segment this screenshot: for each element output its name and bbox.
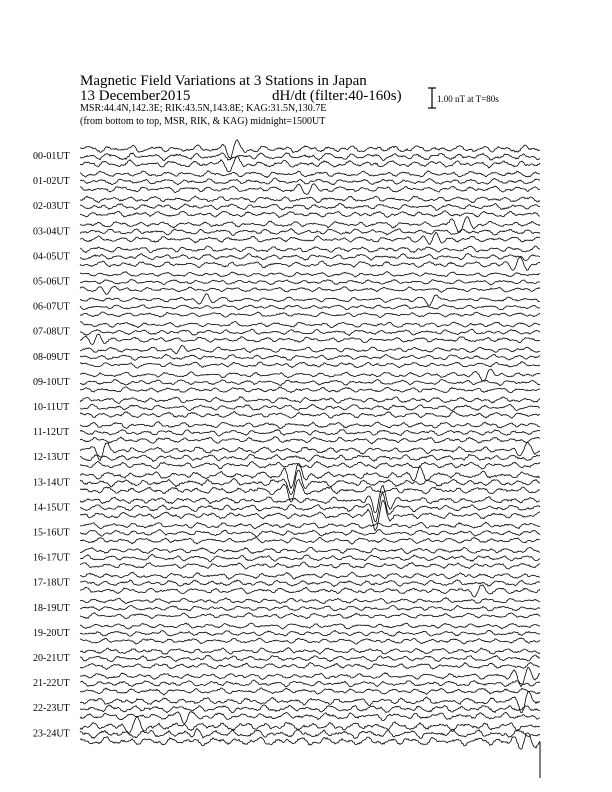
hour-label-21-22UT: 21-22UT xyxy=(33,678,70,690)
trace-18-19UT-KAG xyxy=(80,598,540,604)
chart-date: 13 December2015 xyxy=(80,88,191,104)
trace-23-24UT-KAG xyxy=(80,717,540,734)
trace-15-16UT-MSR xyxy=(80,537,540,544)
hour-label-16-17UT: 16-17UT xyxy=(33,552,70,564)
scale-label: 1.00 nT at T=80s xyxy=(437,94,499,104)
hour-label-12-13UT: 12-13UT xyxy=(33,452,70,464)
trace-18-19UT-MSR xyxy=(80,613,540,619)
trace-05-06UT-MSR xyxy=(80,286,540,294)
hour-label-10-11UT: 10-11UT xyxy=(33,402,70,413)
trace-09-10UT-RIK xyxy=(80,380,540,386)
trace-04-05UT-KAG xyxy=(80,246,540,253)
hour-label-22-23UT: 22-23UT xyxy=(33,703,70,715)
trace-10-11UT-KAG xyxy=(80,397,540,404)
trace-08-09UT-MSR xyxy=(80,362,540,369)
trace-05-06UT-RIK xyxy=(80,280,540,285)
trace-05-06UT-KAG xyxy=(80,272,540,277)
trace-02-03UT-RIK xyxy=(80,203,540,210)
trace-01-02UT-RIK xyxy=(80,178,540,185)
trace-10-11UT-MSR xyxy=(80,411,540,418)
hour-label-03-04UT: 03-04UT xyxy=(33,226,70,238)
trace-15-16UT-KAG xyxy=(80,522,540,529)
chart-title: Magnetic Field Variations at 3 Stations in Japan xyxy=(80,73,367,89)
trace-06-07UT-RIK xyxy=(80,305,540,310)
trace-21-22UT-RIK xyxy=(80,680,540,687)
trace-09-10UT-KAG xyxy=(80,369,540,381)
trace-06-07UT-MSR xyxy=(80,312,540,317)
trace-20-21UT-MSR xyxy=(80,663,540,670)
hour-label-09-10UT: 09-10UT xyxy=(33,376,70,388)
trace-16-17UT-RIK xyxy=(80,554,540,561)
trace-21-22UT-KAG xyxy=(80,667,540,686)
trace-11-12UT-KAG xyxy=(80,422,540,429)
hour-label-08-09UT: 08-09UT xyxy=(33,351,70,363)
trace-09-10UT-MSR xyxy=(80,387,540,393)
trace-16-17UT-KAG xyxy=(80,547,540,554)
trace-17-18UT-KAG xyxy=(80,572,540,579)
hour-label-07-08UT: 07-08UT xyxy=(33,326,70,338)
hour-label-00-01UT: 00-01UT xyxy=(33,151,70,162)
trace-22-23UT-RIK xyxy=(80,705,540,713)
trace-11-12UT-RIK xyxy=(80,429,540,436)
trace-03-04UT-RIK xyxy=(80,229,540,236)
station-coordinates: MSR:44.4N,142.3E; RIK:43.5N,143.8E; KAG:31.5N,130.7E xyxy=(80,103,327,114)
hour-label-02-03UT: 02-03UT xyxy=(33,201,70,213)
trace-19-20UT-RIK xyxy=(80,630,540,636)
trace-12-13UT-MSR xyxy=(80,461,540,469)
trace-order-note: (from bottom to top, MSR, RIK, & KAG) midnight=1500UT xyxy=(80,116,326,127)
hour-label-17-18UT: 17-18UT xyxy=(33,577,70,589)
trace-21-22UT-MSR xyxy=(80,688,540,695)
trace-18-19UT-RIK xyxy=(80,606,540,611)
trace-04-05UT-RIK xyxy=(80,253,540,260)
trace-02-03UT-KAG xyxy=(80,196,540,203)
trace-06-07UT-KAG xyxy=(80,294,540,306)
trace-08-09UT-KAG xyxy=(80,345,540,354)
trace-13-14UT-MSR xyxy=(80,479,540,502)
trace-17-18UT-RIK xyxy=(80,580,540,587)
hour-label-14-15UT: 14-15UT xyxy=(33,502,70,514)
trace-07-08UT-MSR xyxy=(80,334,540,344)
trace-16-17UT-MSR xyxy=(80,562,540,569)
trace-22-23UT-MSR xyxy=(80,712,540,724)
trace-00-01UT-RIK xyxy=(80,153,540,161)
hour-label-15-16UT: 15-16UT xyxy=(33,527,70,539)
trace-23-24UT-RIK xyxy=(80,729,540,739)
trace-14-15UT-RIK xyxy=(80,493,540,522)
trace-17-18UT-MSR xyxy=(80,585,540,597)
trace-00-01UT-MSR xyxy=(80,156,540,172)
hour-label-20-21UT: 20-21UT xyxy=(33,653,70,664)
trace-15-16UT-RIK xyxy=(80,530,540,537)
trace-20-21UT-KAG xyxy=(80,648,540,655)
trace-04-05UT-MSR xyxy=(80,257,540,270)
hour-label-06-07UT: 06-07UT xyxy=(33,301,70,313)
trace-12-13UT-RIK xyxy=(80,454,540,461)
hour-label-18-19UT: 18-19UT xyxy=(33,602,70,614)
hour-label-01-02UT: 01-02UT xyxy=(33,176,70,188)
trace-07-08UT-KAG xyxy=(80,321,540,328)
hour-label-23-24UT: 23-24UT xyxy=(33,728,70,740)
trace-10-11UT-RIK xyxy=(80,404,540,410)
trace-11-12UT-MSR xyxy=(80,437,540,444)
hour-label-13-14UT: 13-14UT xyxy=(33,477,70,489)
trace-22-23UT-KAG xyxy=(80,692,540,713)
trace-08-09UT-RIK xyxy=(80,354,540,360)
hour-label-11-12UT: 11-12UT xyxy=(33,427,70,439)
trace-01-02UT-KAG xyxy=(80,171,540,178)
hour-label-05-06UT: 05-06UT xyxy=(33,276,70,288)
hour-label-04-05UT: 04-05UT xyxy=(33,251,70,263)
trace-19-20UT-MSR xyxy=(80,638,540,644)
hour-label-19-20UT: 19-20UT xyxy=(33,627,70,639)
trace-03-04UT-MSR xyxy=(80,232,540,244)
trace-19-20UT-KAG xyxy=(80,623,540,629)
trace-03-04UT-KAG xyxy=(80,217,540,233)
trace-07-08UT-RIK xyxy=(80,329,540,336)
trace-20-21UT-RIK xyxy=(80,655,540,662)
trace-02-03UT-MSR xyxy=(80,211,540,218)
trace-01-02UT-MSR xyxy=(80,184,540,195)
chart-filter: dH/dt (filter:40-160s) xyxy=(272,88,402,104)
